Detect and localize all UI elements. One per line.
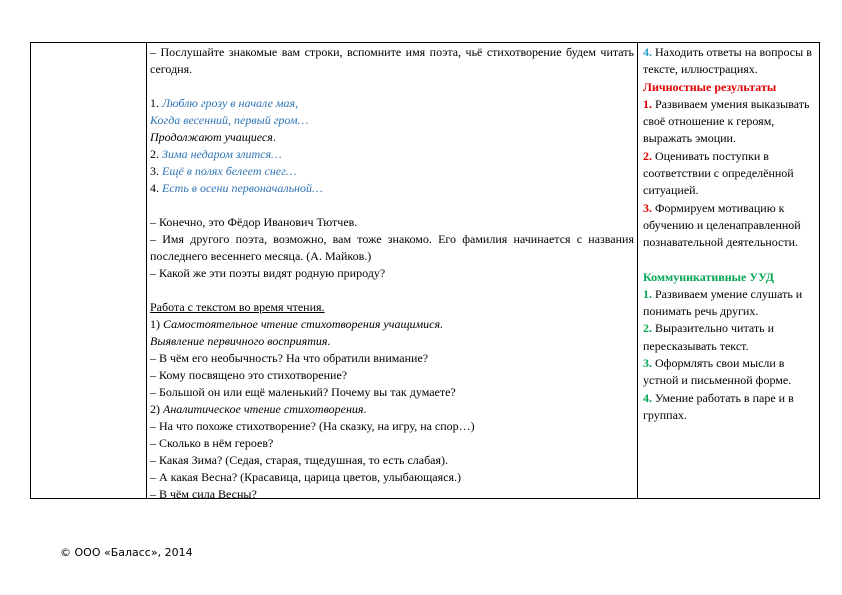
question: – В чём его необычность? На что обратили внимание? [150, 351, 429, 365]
question: – В чём сила Весны? [150, 487, 257, 501]
step-2: 2) Аналитическое чтение стихотворения. [150, 402, 367, 416]
column-divider-2 [637, 43, 638, 498]
question: – Сколько в нём героев? [150, 436, 274, 450]
result-item: 4. Умение работать в паре и в группах. [643, 390, 794, 422]
poem-line-4: 3. Ещё в полях белеет снег… [150, 164, 297, 178]
poem-text: Когда весенний, первый гром… [150, 113, 309, 127]
copyright-footer: © ООО «Баласс», 2014 [60, 546, 193, 559]
step-1-sub: Выявление первичного восприятия. [150, 334, 331, 348]
result-item: 3. Оформлять свои мысли в устной и письменной форме. [643, 356, 792, 388]
continue-note: Продолжают учащиеся. [150, 130, 276, 144]
column-divider-1 [146, 43, 147, 498]
result-item: 2. Выразительно читать и пересказывать текст. [643, 321, 775, 353]
question: – Кому посвящено это стихотворение? [150, 368, 348, 382]
lesson-content-column [150, 44, 634, 503]
poem-line-1 [150, 95, 634, 112]
poem-text: Люблю грозу в начале мая, [162, 96, 299, 110]
nature-question: – Какой же эти поэты видят родную природу? [150, 266, 386, 280]
result-item: 3. Формируем мотивацию к обучению и целенаправленной познавательной деятельности. [643, 200, 801, 250]
poem-line-3: 2. Зима недаром злится… [150, 147, 282, 161]
results-column [643, 44, 815, 424]
result-item: 2. Оценивать поступки в соответствии с определённой ситуацией. [643, 148, 794, 198]
step-1: 1) Самостоятельное чтение стихотворения учащимися. [150, 317, 444, 331]
communicative-heading: Коммуникативные УУД [643, 269, 775, 284]
other-poet-text: – Имя другого поэта, возможно, вам тоже знакомо. Его фамилия начинается с названия последнего весеннего месяца. (А. Майков.) [150, 232, 634, 263]
intro-text: – Послушайте знакомые вам строки, вспомните имя поэта, чьё стихотворение будем читать сегодня. [150, 45, 634, 76]
result-item: 1. Развиваем умения выказывать своё отношение к героям, выражать эмоции. [643, 96, 810, 146]
question: – Большой он или ещё маленький? Почему вы так думаете? [150, 385, 456, 399]
result-item: 4. Находить ответы на вопросы в тексте, иллюстрациях. [643, 45, 812, 77]
tyutchev-line: – Конечно, это Фёдор Иванович Тютчев. [150, 215, 358, 229]
personal-results-heading: Личностные результаты [643, 79, 777, 94]
question: – Какая Зима? (Седая, старая, тщедушная, то есть слабая). [150, 453, 449, 467]
poem-line-5: 4. Есть в осени первоначальной… [150, 181, 323, 195]
work-title: Работа с текстом во время чтения. [150, 300, 325, 314]
poem-line-2 [150, 112, 634, 129]
poem-number: 1. [150, 96, 162, 110]
question: – А какая Весна? (Красавица, царица цветов, улыбающаяся.) [150, 470, 461, 484]
result-item: 1. Развиваем умение слушать и понимать речь других. [643, 286, 803, 319]
question: – На что похоже стихотворение? (На сказку, на игру, на спор…) [150, 419, 475, 433]
